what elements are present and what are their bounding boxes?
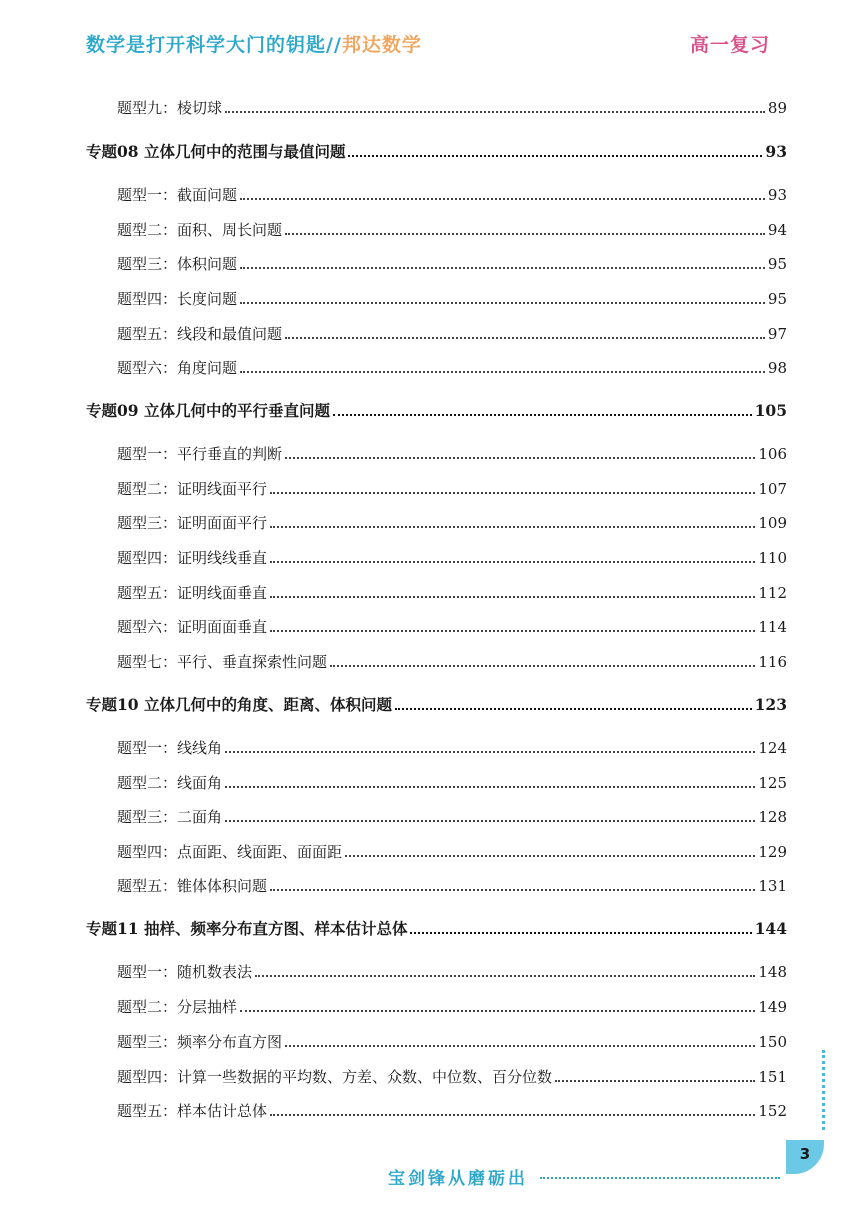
toc-dot-leader xyxy=(270,490,755,494)
toc-entry-label: 题型四：证明线线垂直 xyxy=(117,549,268,567)
toc-dot-leader xyxy=(240,1008,755,1012)
toc-subentry[interactable] xyxy=(117,442,787,466)
toc-entry-page: 94 xyxy=(767,221,787,239)
toc-dot-leader xyxy=(255,973,755,977)
toc-dot-leader xyxy=(395,706,752,710)
toc-entry-label: 题型三：频率分布直方图 xyxy=(117,1033,283,1051)
toc-subentry[interactable] xyxy=(117,183,787,207)
footer-motto: 宝剑锋从磨砺出 xyxy=(388,1169,528,1189)
toc-entry-label: 题型一：截面问题 xyxy=(117,186,238,204)
toc-topic-entry[interactable] xyxy=(86,917,787,941)
toc-entry-label: 题型二：证明线面平行 xyxy=(117,480,268,498)
toc-subentry[interactable] xyxy=(117,218,787,242)
toc-entry-page: 95 xyxy=(767,255,787,273)
toc-dot-leader xyxy=(330,663,755,667)
toc-subentry[interactable] xyxy=(117,615,787,639)
toc-dot-leader xyxy=(240,196,765,200)
toc-subentry[interactable] xyxy=(117,650,787,674)
toc-dot-leader xyxy=(225,818,755,822)
toc-entry-page: 150 xyxy=(758,1033,787,1051)
toc-topic-entry[interactable] xyxy=(86,140,787,164)
toc-subentry[interactable] xyxy=(117,546,787,570)
toc-subentry[interactable] xyxy=(117,1099,787,1123)
toc-subentry[interactable] xyxy=(117,477,787,501)
footer-dotted-line xyxy=(540,1175,780,1179)
toc-entry-label: 题型四：计算一些数据的平均数、方差、众数、中位数、百分位数 xyxy=(117,1068,553,1086)
toc-dot-leader xyxy=(410,930,751,934)
toc-entry-label: 题型五：线段和最值问题 xyxy=(117,325,283,343)
toc-entry-page: 98 xyxy=(767,359,787,377)
toc-subentry[interactable] xyxy=(117,322,787,346)
toc-dot-leader xyxy=(270,594,755,598)
toc-entry-label: 题型六：角度问题 xyxy=(117,359,238,377)
toc-entry-label: 题型四：点面距、线面距、面面距 xyxy=(117,843,343,861)
toc-subentry[interactable] xyxy=(117,581,787,605)
brand-text: 邦达数学 xyxy=(341,34,422,56)
toc-subentry[interactable] xyxy=(117,960,787,984)
toc-subentry[interactable] xyxy=(117,356,787,380)
toc-entry-page: 144 xyxy=(754,919,787,938)
toc-dot-leader xyxy=(270,524,755,528)
header-slogan xyxy=(86,30,422,57)
toc-subentry[interactable] xyxy=(117,511,787,535)
toc-dot-leader xyxy=(225,784,755,788)
toc-entry-page: 97 xyxy=(767,325,787,343)
toc-dot-leader xyxy=(285,231,765,235)
toc-subentry[interactable] xyxy=(117,874,787,898)
toc-entry-page: 112 xyxy=(758,584,787,602)
toc-entry-label: 题型七：平行、垂直探索性问题 xyxy=(117,653,328,671)
toc-subentry[interactable] xyxy=(117,840,787,864)
toc-dot-leader xyxy=(270,887,755,891)
toc-entry-label: 专题10 立体几何中的角度、距离、体积问题 xyxy=(86,695,392,714)
toc-entry-page: 123 xyxy=(754,695,787,714)
toc-entry-label: 题型一：线线角 xyxy=(117,739,223,757)
toc-dot-leader xyxy=(270,1112,755,1116)
toc-entry-page: 131 xyxy=(758,877,787,895)
toc-subentry[interactable] xyxy=(117,96,787,120)
toc-subentry[interactable] xyxy=(117,287,787,311)
toc-entry-page: 89 xyxy=(767,99,787,117)
toc-subentry[interactable] xyxy=(117,771,787,795)
toc-entry-page: 116 xyxy=(758,653,787,671)
toc-subentry[interactable] xyxy=(117,252,787,276)
toc-subentry[interactable] xyxy=(117,736,787,760)
toc-entry-label: 专题08 立体几何中的范围与最值问题 xyxy=(86,142,346,161)
toc-entry-label: 题型五：锥体体积问题 xyxy=(117,877,268,895)
toc-topic-entry[interactable] xyxy=(86,399,787,423)
toc-dot-leader xyxy=(555,1078,755,1082)
toc-dot-leader xyxy=(240,300,765,304)
toc-entry-label: 题型五：样本估计总体 xyxy=(117,1102,268,1120)
toc-dot-leader xyxy=(270,628,755,632)
toc-entry-page: 93 xyxy=(765,142,787,161)
slogan-text: 数学是打开科学大门的钥匙// xyxy=(86,34,342,56)
toc-dot-leader xyxy=(333,412,752,416)
toc-topic-entry[interactable] xyxy=(86,693,787,717)
toc-entry-page: 128 xyxy=(758,808,787,826)
side-dotted-decoration xyxy=(822,1050,828,1130)
toc-entry-label: 专题11 抽样、频率分布直方图、样本估计总体 xyxy=(86,919,408,938)
toc-subentry[interactable] xyxy=(117,1030,787,1054)
toc-entry-label: 题型二：分层抽样 xyxy=(117,998,238,1016)
toc-entry-label: 题型三：体积问题 xyxy=(117,255,238,273)
toc-entry-page: 105 xyxy=(754,401,787,420)
grade-label: 高一复习 xyxy=(690,34,771,56)
toc-entry-page: 124 xyxy=(758,739,787,757)
toc-dot-leader xyxy=(270,559,755,563)
toc-entry-label: 题型六：证明面面垂直 xyxy=(117,618,268,636)
page-header xyxy=(0,0,868,70)
toc-entry-page: 129 xyxy=(758,843,787,861)
toc-entry-label: 题型一：平行垂直的判断 xyxy=(117,445,283,463)
toc-entry-page: 110 xyxy=(758,549,787,567)
toc-dot-leader xyxy=(240,265,765,269)
toc-dot-leader xyxy=(285,1043,755,1047)
toc-entry-label: 题型五：证明线面垂直 xyxy=(117,584,268,602)
toc-subentry[interactable] xyxy=(117,995,787,1019)
toc-entry-label: 题型二：面积、周长问题 xyxy=(117,221,283,239)
toc-entry-label: 题型三：证明面面平行 xyxy=(117,514,268,532)
toc-entry-label: 专题09 立体几何中的平行垂直问题 xyxy=(86,401,330,420)
toc-dot-leader xyxy=(240,369,765,373)
toc-subentry[interactable] xyxy=(117,1065,787,1089)
toc-entry-label: 题型一：随机数表法 xyxy=(117,963,253,981)
toc-entry-page: 151 xyxy=(758,1068,787,1086)
toc-dot-leader xyxy=(285,455,755,459)
toc-entry-page: 149 xyxy=(758,998,787,1016)
toc-entry-page: 106 xyxy=(758,445,787,463)
toc-entry-label: 题型二：线面角 xyxy=(117,774,223,792)
page-number: 3 xyxy=(799,1145,811,1163)
toc-entry-page: 148 xyxy=(758,963,787,981)
toc-entry-page: 95 xyxy=(767,290,787,308)
toc-entry-label: 题型三：二面角 xyxy=(117,808,223,826)
toc-dot-leader xyxy=(345,853,755,857)
toc-dot-leader xyxy=(348,153,762,157)
toc-entry-page: 107 xyxy=(758,480,787,498)
toc-entry-label: 题型四：长度问题 xyxy=(117,290,238,308)
toc-subentry[interactable] xyxy=(117,805,787,829)
toc-dot-leader xyxy=(225,749,755,753)
toc-entry-page: 114 xyxy=(758,618,787,636)
toc-entry-page: 109 xyxy=(758,514,787,532)
toc-entry-label: 题型九：棱切球 xyxy=(117,99,223,117)
toc-dot-leader xyxy=(285,335,765,339)
toc-dot-leader xyxy=(225,109,765,113)
toc-entry-page: 125 xyxy=(758,774,787,792)
toc-entry-page: 93 xyxy=(767,186,787,204)
toc-entry-page: 152 xyxy=(758,1102,787,1120)
